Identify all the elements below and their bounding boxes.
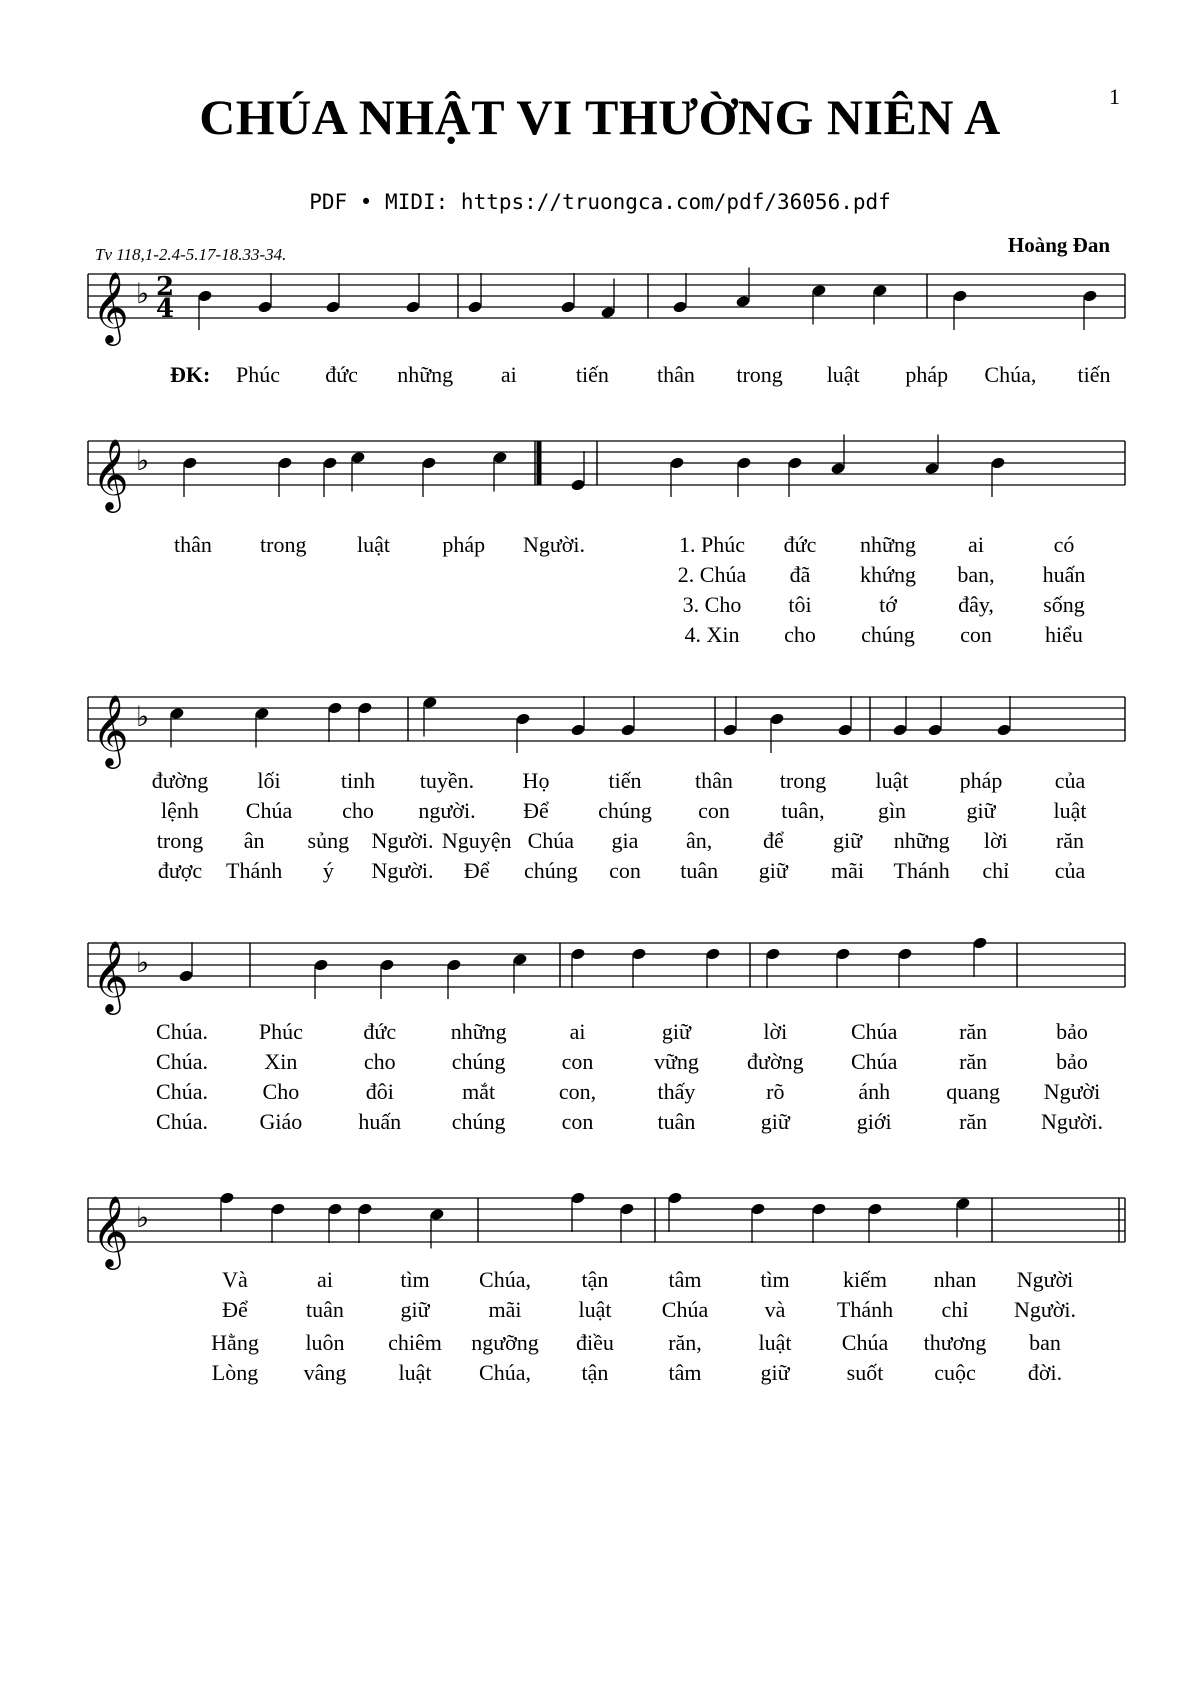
lyric-syllable: cuộc bbox=[934, 1360, 976, 1385]
key-signature-flat: ♭ bbox=[136, 444, 150, 477]
lyric-syllable: suốt bbox=[846, 1360, 884, 1385]
lyric-syllable: đôi bbox=[365, 1079, 394, 1104]
lyric-syllable: Chúa bbox=[527, 828, 575, 853]
lyric-syllable: chúng bbox=[451, 1109, 506, 1134]
key-signature-flat: ♭ bbox=[136, 946, 150, 979]
lyric-syllable: con bbox=[561, 1109, 594, 1134]
lyric-syllable: tớ bbox=[879, 592, 897, 617]
lyric-syllable: luật bbox=[357, 532, 390, 557]
lyric-syllable: răn, bbox=[668, 1330, 702, 1355]
lyric-syllable: Chúa bbox=[841, 1330, 889, 1355]
lyric-syllable: thân bbox=[695, 768, 733, 793]
treble-clef: 𝄞 bbox=[92, 939, 129, 1012]
lyric-syllable: được bbox=[157, 858, 203, 883]
lyric-syllable: Phúc bbox=[258, 1019, 303, 1044]
lyric-syllable: ai bbox=[569, 1019, 586, 1044]
time-signature-top: 2 bbox=[156, 272, 175, 302]
lyric-syllable: Họ bbox=[522, 768, 550, 793]
lyric-row-system3-2 bbox=[0, 798, 1200, 828]
lyric-syllable: Chúa. bbox=[156, 1109, 208, 1134]
lyric-syllable: tuân, bbox=[781, 798, 825, 823]
lyric-syllable: pháp bbox=[905, 362, 949, 387]
lyric-syllable: trong bbox=[156, 828, 204, 853]
lyric-syllable: ai bbox=[968, 532, 984, 557]
lyric-syllable: tuân bbox=[680, 858, 719, 883]
lyric-syllable: thân bbox=[174, 532, 212, 557]
lyric-syllable: Chúa. bbox=[156, 1049, 208, 1074]
lyric-syllable: chúng bbox=[523, 858, 578, 883]
lyric-syllable: khứng bbox=[860, 562, 916, 587]
lyric-syllable: đường bbox=[747, 1049, 804, 1074]
lyric-syllable: luật bbox=[758, 1330, 792, 1355]
lyric-syllable: tiến bbox=[608, 768, 642, 793]
lyric-syllable: lời bbox=[983, 828, 1008, 853]
lyric-syllable: 4. Xin bbox=[684, 622, 740, 647]
lyric-syllable: chúng bbox=[451, 1049, 506, 1074]
lyric-syllable: cho bbox=[363, 1049, 396, 1074]
lyric-syllable: giới bbox=[856, 1109, 892, 1134]
lyric-row-system3-4 bbox=[0, 858, 1200, 888]
lyric-syllable: huấn bbox=[1042, 562, 1086, 587]
lyric-syllable: con, bbox=[558, 1079, 597, 1104]
lyric-syllable: hiểu bbox=[1045, 622, 1083, 647]
lyric-syllable: giữ bbox=[832, 828, 863, 853]
lyric-syllable: luật bbox=[826, 362, 860, 387]
page-title: CHÚA NHẬT VI THƯỜNG NIÊN A bbox=[199, 89, 1001, 145]
lyric-row-system4-1 bbox=[0, 1019, 1200, 1049]
lyric-syllable: tiến bbox=[575, 362, 609, 387]
lyric-syllable: thấy bbox=[657, 1079, 696, 1104]
lyric-syllable: bảo bbox=[1056, 1019, 1088, 1044]
lyric-syllable: những bbox=[860, 532, 916, 557]
lyric-syllable: Người. bbox=[1040, 1109, 1104, 1134]
lyric-syllable: Xin bbox=[264, 1049, 298, 1074]
lyric-syllable: đây, bbox=[958, 592, 994, 617]
lyric-syllable: Người. bbox=[371, 858, 434, 883]
lyric-syllable: răn bbox=[959, 1019, 988, 1044]
lyric-syllable: Thánh bbox=[836, 1297, 894, 1322]
lyric-syllable: lệnh bbox=[161, 798, 199, 823]
lyric-syllable: tâm bbox=[668, 1267, 702, 1292]
lyric-syllable: Chúa, bbox=[479, 1267, 531, 1292]
lyric-syllable: gia bbox=[611, 828, 639, 853]
lyric-syllable: huấn bbox=[358, 1109, 402, 1134]
lyric-syllable: tận bbox=[581, 1267, 609, 1292]
lyric-syllable: ban, bbox=[957, 562, 995, 587]
lyric-syllable: giữ bbox=[400, 1297, 430, 1322]
lyric-syllable: luật bbox=[398, 1360, 432, 1385]
treble-clef: 𝄞 bbox=[92, 693, 129, 766]
lyric-syllable: mắt bbox=[462, 1079, 496, 1104]
lyric-syllable: thương bbox=[923, 1330, 987, 1355]
lyric-syllable: Người. bbox=[1013, 1297, 1077, 1322]
lyric-syllable: tuyền. bbox=[419, 768, 475, 793]
lyric-syllable: Chúa bbox=[850, 1019, 898, 1044]
lyric-row-chorus-1 bbox=[0, 362, 1200, 392]
lyric-syllable: của bbox=[1054, 768, 1086, 793]
lyric-row-system5-4 bbox=[0, 1360, 1200, 1390]
lyric-row-system5-3 bbox=[0, 1330, 1200, 1360]
lyric-syllable: tìm bbox=[400, 1267, 430, 1292]
lyric-syllable: Chúa bbox=[661, 1297, 709, 1322]
key-signature-flat: ♭ bbox=[136, 1201, 150, 1234]
lyric-syllable: chỉ bbox=[982, 858, 1010, 883]
lyric-syllable: pháp bbox=[442, 532, 486, 557]
lyric-syllable: con bbox=[561, 1049, 594, 1074]
lyric-syllable: mãi bbox=[831, 858, 864, 883]
lyric-syllable: lời bbox=[763, 1019, 788, 1044]
lyric-syllable: tuân bbox=[657, 1109, 696, 1134]
lyric-syllable: những bbox=[397, 362, 454, 387]
lyric-syllable: 2. Chúa bbox=[677, 562, 747, 587]
chorus-marker: ĐK: bbox=[170, 362, 211, 387]
lyric-syllable: lối bbox=[257, 768, 281, 793]
lyric-syllable: pháp bbox=[959, 768, 1003, 793]
lyric-row-system3-3 bbox=[0, 828, 1200, 858]
lyric-syllable: ân bbox=[243, 828, 265, 853]
lyric-syllable: Chúa. bbox=[156, 1019, 208, 1044]
lyric-syllable: giữ bbox=[760, 1360, 790, 1385]
lyric-syllable: trong bbox=[736, 362, 783, 387]
lyric-row-system4-2 bbox=[0, 1049, 1200, 1079]
lyric-syllable: Hằng bbox=[211, 1330, 259, 1355]
lyric-syllable: đường bbox=[151, 768, 209, 793]
lyric-syllable: đức bbox=[363, 1019, 397, 1044]
lyric-syllable: luật bbox=[875, 768, 909, 793]
lyric-syllable: có bbox=[1053, 532, 1075, 557]
lyric-syllable: ngưỡng bbox=[471, 1330, 539, 1355]
lyric-syllable: răn bbox=[959, 1049, 988, 1074]
lyric-syllable: cho bbox=[342, 798, 374, 823]
lyric-syllable: đức bbox=[325, 362, 358, 387]
staff-system-5 bbox=[88, 1191, 1125, 1270]
lyric-syllable: gìn bbox=[877, 798, 907, 823]
lyric-row-system3-1 bbox=[0, 768, 1200, 798]
lyric-row-verse-4 bbox=[0, 622, 1200, 652]
lyric-syllable: giữ bbox=[758, 858, 788, 883]
lyric-row-system4-3 bbox=[0, 1079, 1200, 1109]
lyric-syllable: Thánh bbox=[893, 858, 950, 883]
key-signature-flat: ♭ bbox=[136, 700, 150, 733]
lyric-syllable: điều bbox=[576, 1330, 614, 1355]
lyric-syllable: chỉ bbox=[941, 1297, 969, 1322]
lyric-syllable: luật bbox=[1053, 798, 1087, 823]
lyric-row-system5-2 bbox=[0, 1297, 1200, 1327]
lyric-syllable: nhan bbox=[933, 1267, 977, 1292]
lyric-syllable: tận bbox=[581, 1360, 609, 1385]
lyric-syllable: ai bbox=[317, 1267, 333, 1292]
lyric-syllable: tôi bbox=[788, 592, 812, 617]
lyric-syllable: 1. Phúc bbox=[679, 532, 745, 557]
lyric-syllable: chiêm bbox=[388, 1330, 442, 1355]
lyric-row-verse-2 bbox=[0, 562, 1200, 592]
staff-system-1 bbox=[88, 268, 1125, 347]
lyric-syllable: ân, bbox=[686, 828, 713, 853]
lyric-syllable: vâng bbox=[303, 1360, 347, 1385]
lyric-syllable: Để bbox=[222, 1297, 248, 1322]
lyric-syllable: 3. Cho bbox=[682, 592, 742, 617]
lyric-syllable: Thánh bbox=[226, 858, 283, 883]
lyric-syllable: vững bbox=[653, 1049, 699, 1074]
lyric-syllable: tâm bbox=[668, 1360, 702, 1385]
lyric-syllable: Nguyện bbox=[441, 828, 512, 853]
lyric-syllable: tìm bbox=[760, 1267, 790, 1292]
lyric-syllable: tuân bbox=[306, 1297, 344, 1322]
lyric-syllable: trong bbox=[779, 768, 827, 793]
key-signature-flat: ♭ bbox=[136, 277, 150, 310]
lyric-syllable: những bbox=[893, 828, 950, 853]
composer-name: Hoàng Đan bbox=[1007, 233, 1110, 257]
lyric-syllable: trong bbox=[260, 532, 307, 557]
staff-system-2 bbox=[88, 435, 1125, 514]
treble-clef: 𝄞 bbox=[92, 270, 129, 343]
lyric-syllable: giữ bbox=[966, 798, 996, 823]
lyric-syllable: Người. bbox=[522, 532, 586, 557]
lyric-syllable: quang bbox=[946, 1079, 1000, 1104]
lyric-syllable: Người bbox=[1016, 1267, 1074, 1292]
staff-system-4 bbox=[88, 936, 1125, 1015]
lyric-syllable: Chúa, bbox=[479, 1360, 531, 1385]
treble-clef: 𝄞 bbox=[92, 437, 129, 510]
lyric-syllable: bảo bbox=[1056, 1049, 1088, 1074]
lyric-syllable: Để bbox=[523, 798, 549, 823]
lyric-syllable: Người. bbox=[371, 828, 434, 853]
lyric-syllable: con bbox=[698, 798, 730, 823]
lyric-syllable: răn bbox=[959, 1109, 988, 1134]
lyric-syllable: ban bbox=[1029, 1330, 1061, 1355]
lyric-row-verse-1 bbox=[0, 532, 1200, 562]
treble-clef: 𝄞 bbox=[92, 1194, 129, 1267]
lyric-row-system4-4 bbox=[0, 1109, 1200, 1139]
lyric-syllable: ai bbox=[500, 362, 517, 387]
lyric-syllable: luôn bbox=[305, 1330, 345, 1355]
lyric-syllable: Cho bbox=[262, 1079, 300, 1104]
staff-system-3 bbox=[88, 693, 1125, 769]
lyric-syllable: luật bbox=[578, 1297, 612, 1322]
psalm-reference: Tv 118,1-2.4-5.17-18.33-34. bbox=[95, 245, 287, 264]
lyric-syllable: Để bbox=[463, 858, 490, 883]
lyric-syllable: tinh bbox=[340, 768, 376, 793]
lyric-syllable: tiến bbox=[1077, 362, 1111, 387]
lyric-syllable: đời. bbox=[1027, 1360, 1063, 1385]
lyric-syllable: cho bbox=[784, 622, 816, 647]
lyric-syllable: sủng bbox=[307, 828, 350, 853]
lyric-syllable: ý bbox=[322, 858, 334, 883]
lyric-syllable: con bbox=[960, 622, 992, 647]
lyric-syllable: rõ bbox=[766, 1079, 785, 1104]
lyric-syllable: người. bbox=[418, 798, 476, 823]
lyric-row-system5-1 bbox=[0, 1267, 1200, 1297]
lyric-syllable: Chúa. bbox=[156, 1079, 208, 1104]
lyric-syllable: để bbox=[762, 828, 784, 853]
source-link[interactable]: PDF • MIDI: https://truongca.com/pdf/36056.pdf bbox=[309, 190, 891, 214]
page-number: 1 bbox=[1109, 84, 1120, 109]
lyric-syllable: Lòng bbox=[211, 1360, 259, 1385]
lyric-syllable: Chúa, bbox=[984, 362, 1037, 387]
lyric-syllable: răn bbox=[1055, 828, 1085, 853]
lyric-syllable: mãi bbox=[488, 1297, 522, 1322]
lyric-syllable: giữ bbox=[661, 1019, 691, 1044]
lyric-syllable: chúng bbox=[861, 622, 915, 647]
lyric-syllable: Giáo bbox=[259, 1109, 303, 1134]
lyric-syllable: thân bbox=[657, 362, 695, 387]
lyric-syllable: và bbox=[764, 1297, 786, 1322]
time-signature-bottom: 4 bbox=[156, 294, 175, 324]
lyric-syllable: Phúc bbox=[236, 362, 280, 387]
lyric-syllable: những bbox=[450, 1019, 507, 1044]
lyric-syllable: Chúa bbox=[245, 798, 293, 823]
lyric-syllable: đức bbox=[783, 532, 817, 557]
lyric-syllable: Người bbox=[1043, 1079, 1101, 1104]
lyric-row-verse-3 bbox=[0, 592, 1200, 622]
lyric-syllable: giữ bbox=[760, 1109, 790, 1134]
lyric-syllable: Và bbox=[222, 1267, 248, 1292]
lyric-syllable: đã bbox=[789, 562, 811, 587]
lyric-syllable: của bbox=[1054, 858, 1086, 883]
lyric-syllable: Chúa bbox=[850, 1049, 898, 1074]
lyric-syllable: chúng bbox=[598, 798, 652, 823]
lyric-syllable: sống bbox=[1043, 592, 1085, 617]
lyric-syllable: ánh bbox=[858, 1079, 891, 1104]
lyric-syllable: kiếm bbox=[843, 1267, 887, 1292]
lyric-syllable: con bbox=[609, 858, 641, 883]
